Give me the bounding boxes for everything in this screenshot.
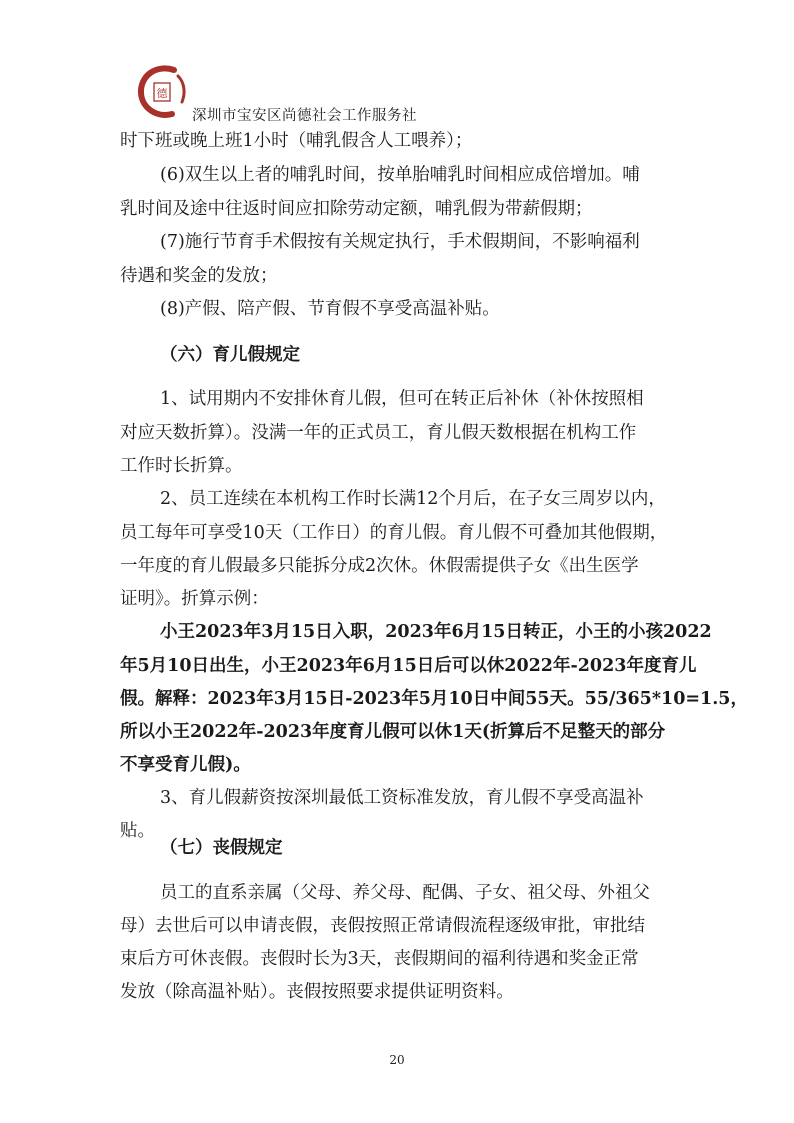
text-line: 贴。 (120, 821, 155, 841)
text-line: 发放（除高温补贴）。丧假按照要求提供证明资料。 (120, 982, 514, 1002)
text-line: 员工每年可享受10天（工作日）的育儿假。育儿假不可叠加其他假期， (120, 523, 668, 543)
example-line: 年5月10日出生，小王2023年6月15日后可以休2022年-2023年度育儿 (120, 656, 697, 676)
text-line: 待遇和奖金的发放； (120, 266, 278, 286)
text-line: 对应天数折算）。没满一年的正式员工，育儿假天数根据在机构工作 (120, 423, 637, 443)
text-line: 证明》。折算示例： (120, 589, 269, 609)
example-line: 所以小王2022年-2023年度育儿假可以休1天(折算后不足整天的部分 (120, 722, 666, 742)
text-line: 束后方可休丧假。丧假时长为3天，丧假期间的福利待遇和奖金正常 (120, 949, 639, 969)
section-heading: （七）丧假规定 (160, 838, 283, 858)
org-logo-icon (134, 62, 192, 120)
org-name: 深圳市宝安区尚德社会工作服务社 (192, 108, 417, 124)
text-line: 3、育儿假薪资按深圳最低工资标准发放，育儿假不享受高温补 (160, 788, 644, 808)
example-line: 不享受育儿假)。 (120, 755, 251, 775)
text-line: 1、试用期内不安排休育儿假，但可在转正后补休（补休按照相 (160, 389, 644, 409)
text-line: 乳时间及途中往返时间应扣除劳动定额，哺乳假为带薪假期； (120, 199, 593, 219)
text-line: 工作时长折算。 (120, 456, 243, 476)
text-line: 2、员工连续在本机构工作时长满12个月后，在子女三周岁以内， (160, 489, 666, 509)
text-line: 母）去世后可以申请丧假，丧假按照正常请假流程逐级审批，审批结 (120, 916, 645, 936)
svg-text:德: 德 (156, 87, 168, 100)
example-line: 小王2023年3月15日入职，2023年6月15日转正，小王的小孩2022 (160, 622, 712, 642)
page-header (134, 62, 554, 126)
text-line: 时下班或晚上班1小时（哺乳假含人工喂养）； (120, 131, 473, 151)
text-line: (8)产假、陪产假、节育假不享受高温补贴。 (160, 299, 500, 319)
example-line: 假。解释：2023年3月15日-2023年5月10日中间55天。55/365*10=1.5， (120, 689, 748, 709)
text-line: 一年度的育儿假最多只能拆分成2次休。休假需提供子女《出生医学 (120, 556, 639, 576)
section-heading: （六）育儿假规定 (160, 345, 300, 365)
text-line: (7)施行节育手术假按有关规定执行，手术假期间，不影响福利 (160, 232, 640, 252)
text-line: 员工的直系亲属（父母、养父母、配偶、子女、祖父母、外祖父 (160, 883, 650, 903)
page-number: 20 (389, 1053, 405, 1067)
text-line: (6)双生以上者的哺乳时间，按单胎哺乳时间相应成倍增加。哺 (160, 165, 640, 185)
